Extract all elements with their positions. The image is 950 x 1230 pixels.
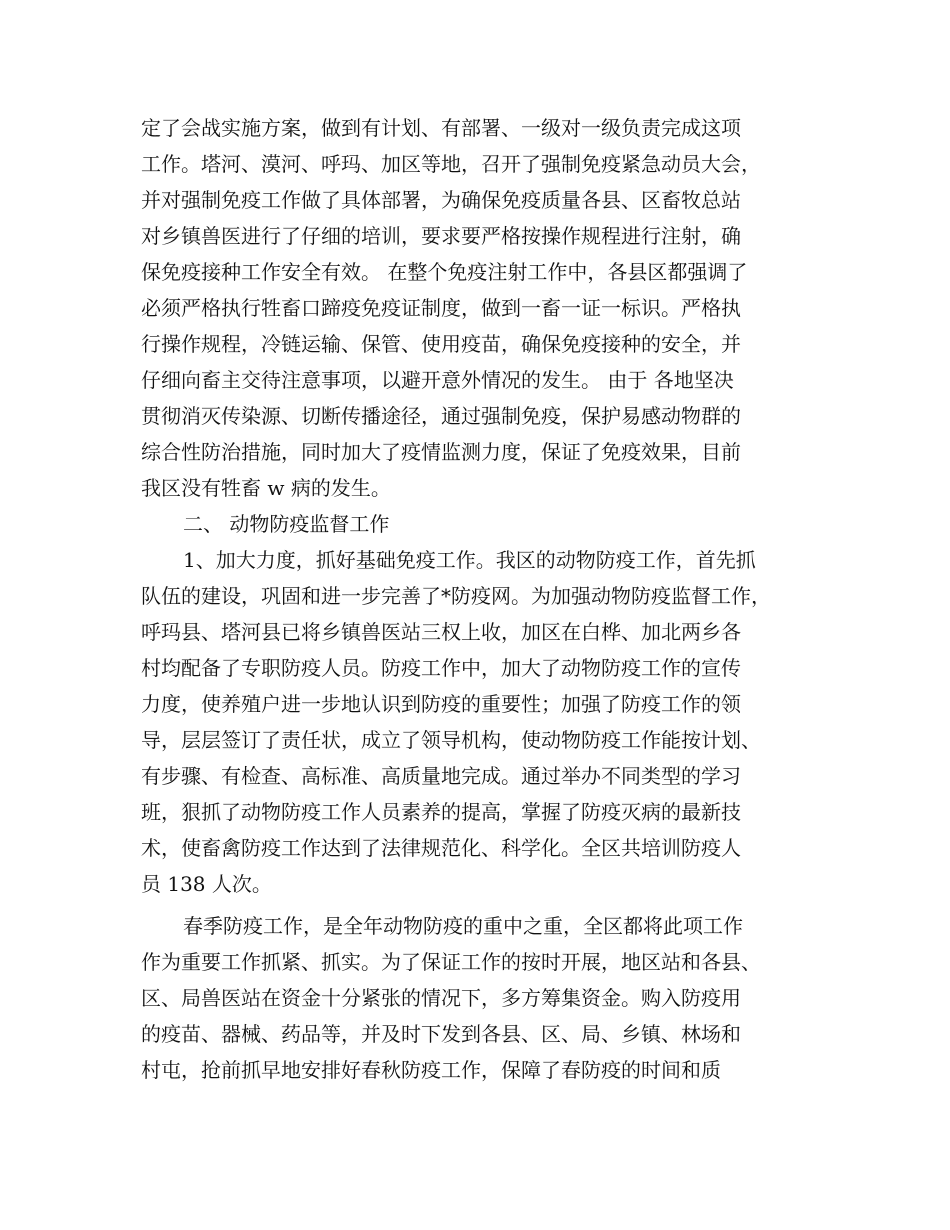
text-line: 村均配备了专职防疫人员。防疫工作中，加大了动物防疫工作的宣传 (141, 656, 741, 680)
text-line: 春季防疫工作，是全年动物防疫的重中之重，全区都将此项工作 (183, 914, 743, 938)
text-line: 班，狠抓了动物防疫工作人员素养的提高，掌握了防疫灭病的最新技 (141, 800, 741, 824)
text-line: 呼玛县、塔河县已将乡镇兽医站三权上收，加区在白桦、加北两乡各 (141, 620, 741, 644)
text-line: 仔细向畜主交待注意事项，以避开意外情况的发生。 由于 各地坚决 (141, 368, 734, 392)
text-line: 力度，使养殖户进一步地认识到防疫的重要性；加强了防疫工作的领 (141, 692, 741, 716)
text-line: 的疫苗、器械、药品等，并及时下发到各县、区、局、乡镇、林场和 (141, 1022, 741, 1046)
paragraph-immunization-summary (141, 110, 821, 506)
text-line: 1、加大力度，抓好基础免疫工作。我区的动物防疫工作，首先抓 (183, 548, 756, 572)
section-heading-text: 二、 动物防疫监督工作 (183, 512, 390, 536)
text-line: 保免疫接种工作安全有效。 在整个免疫注射工作中，各县区都强调了 (141, 260, 748, 284)
text-line: 对乡镇兽医进行了仔细的培训，要求要严格按操作规程进行注射，确 (141, 224, 741, 248)
text-line: 综合性防治措施，同时加大了疫情监测力度，保证了免疫效果，目前 (141, 440, 741, 464)
text-line: 定了会战实施方案，做到有计划、有部署、一级对一级负责完成这项 (141, 116, 741, 140)
paragraph-basic-immunization (141, 542, 821, 902)
text-line: 必须严格执行牲畜口蹄疫免疫证制度，做到一畜一证一标识。严格执 (141, 296, 741, 320)
text-line: 我区没有牲畜 w 病的发生。 (141, 476, 391, 500)
section-heading (141, 506, 821, 542)
text-line: 行操作规程，冷链运输、保管、使用疫苗，确保免疫接种的安全，并 (141, 332, 741, 356)
text-line: 队伍的建设，巩固和进一步完善了*防疫网。为加强动物防疫监督工作， (141, 584, 771, 608)
paragraph-spring-epidemic-prevention (141, 908, 821, 1088)
text-line: 导，层层签订了责任状，成立了领导机构，使动物防疫工作能按计划、 (141, 728, 761, 752)
text-line: 术，使畜禽防疫工作达到了法律规范化、科学化。全区共培训防疫人 (141, 836, 741, 860)
document-body (141, 110, 821, 1088)
text-line: 工作。塔河、漠河、呼玛、加区等地，召开了强制免疫紧急动员大会， (141, 152, 761, 176)
text-line: 并对强制免疫工作做了具体部署，为确保免疫质量各县、区畜牧总站 (141, 188, 741, 212)
text-line: 有步骤、有检查、高标准、高质量地完成。通过举办不同类型的学习 (141, 764, 741, 788)
text-line: 作为重要工作抓紧、抓实。为了保证工作的按时开展，地区站和各县、 (141, 950, 761, 974)
text-line: 员 138 人次。 (141, 872, 272, 896)
text-line: 村屯，抢前抓早地安排好春秋防疫工作，保障了春防疫的时间和质 (141, 1058, 721, 1082)
text-line: 区、局兽医站在资金十分紧张的情况下，多方筹集资金。购入防疫用 (141, 986, 741, 1010)
text-line: 贯彻消灭传染源、切断传播途径，通过强制免疫，保护易感动物群的 (141, 404, 741, 428)
